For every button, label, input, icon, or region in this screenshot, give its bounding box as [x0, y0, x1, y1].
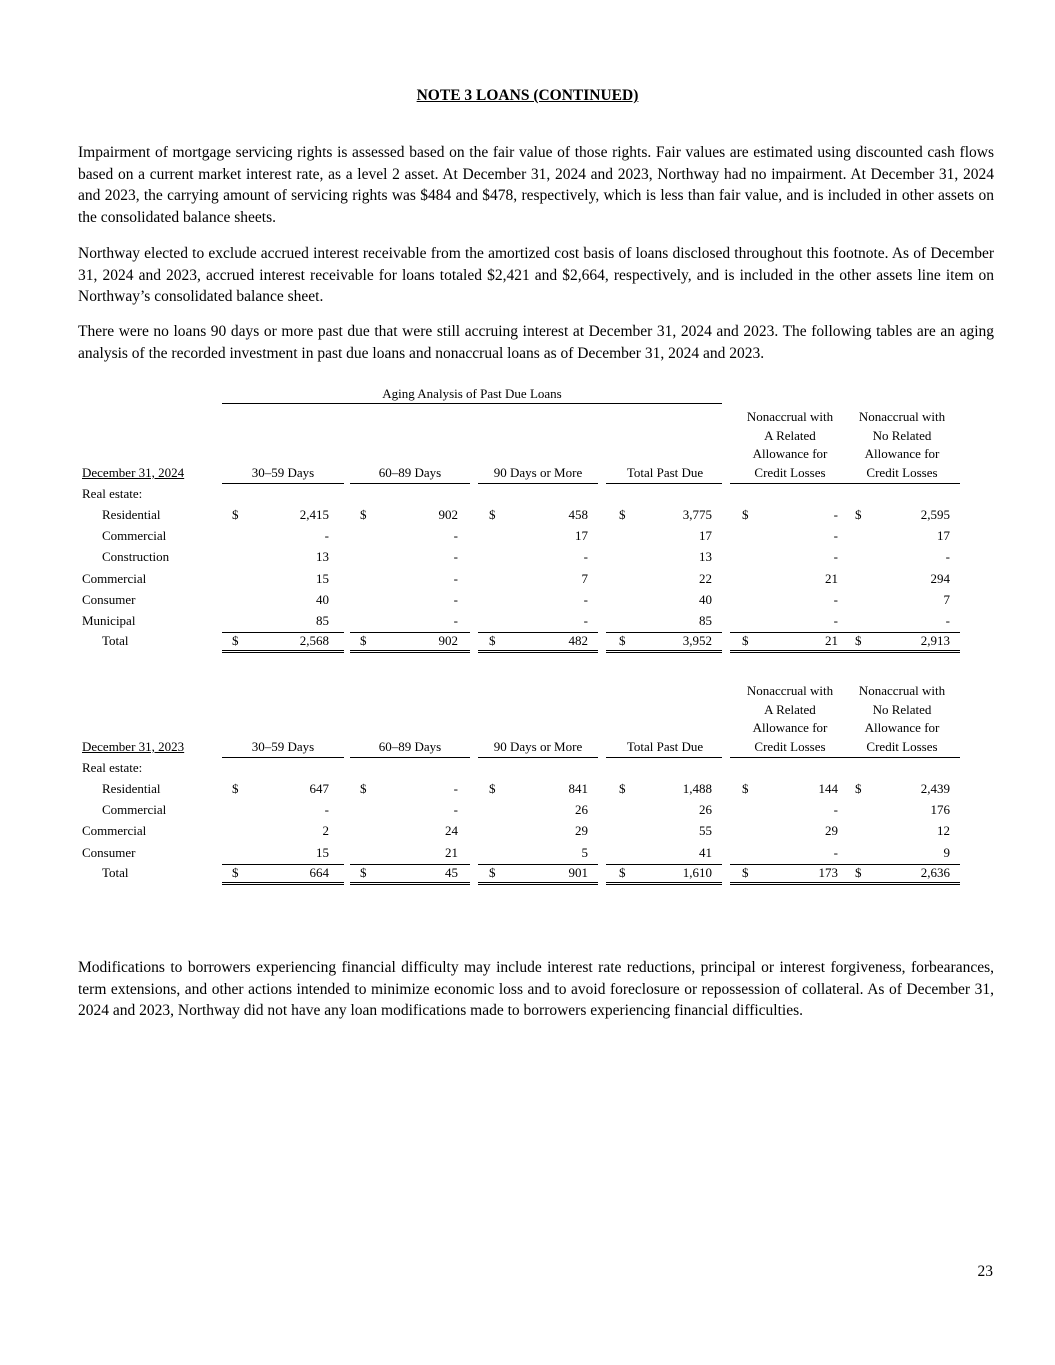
currency-symbol: $ — [619, 781, 626, 796]
currency-symbol: $ — [619, 507, 626, 522]
currency-symbol: $ — [742, 633, 749, 648]
table-cell: 13 — [316, 549, 329, 565]
total-label: Total — [102, 864, 129, 880]
total-cell: 3,952 — [682, 633, 712, 648]
currency-symbol: $ — [855, 781, 862, 796]
table-cell: 7 — [581, 570, 588, 586]
table-cell: - — [324, 528, 329, 544]
table-cell: - — [833, 802, 838, 818]
currency-symbol: $ — [360, 781, 367, 796]
col-30-59-header: 30–59 Days — [251, 465, 315, 480]
currency-symbol: $ — [232, 507, 239, 522]
table-cell: 29 — [825, 823, 838, 839]
total-double-rule — [730, 650, 846, 653]
section-real-estate-2023: Real estate: — [82, 760, 143, 775]
table-cell: 15 — [316, 844, 329, 860]
row-label: Commercial — [82, 570, 147, 586]
total-double-rule — [478, 650, 598, 653]
currency-symbol: $ — [489, 781, 496, 796]
table-cell: 5 — [581, 844, 588, 860]
table-cell: 17 — [575, 528, 588, 544]
currency-symbol: $ — [619, 633, 626, 648]
table-cell: 2,595 — [920, 507, 950, 522]
table-date-2023: December 31, 2023 — [82, 739, 185, 754]
table-cell: 902 — [438, 507, 458, 522]
table-cell: - — [833, 507, 838, 522]
table-cell: 12 — [937, 823, 950, 839]
row-label: Consumer — [82, 591, 136, 607]
aging-table-title: Aging Analysis of Past Due Loans — [382, 386, 562, 401]
currency-symbol: $ — [742, 507, 749, 522]
table-cell: 17 — [937, 528, 950, 544]
total-double-rule — [730, 882, 846, 885]
table-cell: 458 — [568, 507, 588, 522]
table-cell: 294 — [930, 570, 950, 586]
total-cell: 173 — [818, 864, 838, 880]
table-cell: 22 — [699, 570, 712, 586]
currency-symbol: $ — [489, 864, 496, 880]
table-cell: - — [453, 549, 458, 565]
table-cell: - — [945, 549, 950, 565]
table-cell: 7 — [943, 591, 950, 607]
table-cell: 85 — [316, 613, 329, 628]
table-cell: - — [833, 591, 838, 607]
table-cell: 41 — [699, 844, 712, 860]
paragraph-aging-intro: There were no loans 90 days or more past due that were still accruing interest at December 31, 2024 and 2023. The following tables are an aging analysis of the recorded investment in past due loans and nonaccrual loans as of December 31, 2024 and 2023. — [78, 323, 994, 362]
col-total-past-due-header: Total Past Due — [626, 465, 704, 480]
table-cell: - — [453, 591, 458, 607]
table-cell: 2,415 — [299, 507, 329, 522]
currency-symbol: $ — [489, 633, 496, 648]
table-cell: - — [833, 844, 838, 860]
page-number: 23 — [977, 1263, 993, 1280]
col-60-89-header-2023: 60–89 Days — [378, 739, 442, 754]
total-double-rule — [606, 882, 722, 885]
table-cell: 2,439 — [920, 781, 950, 796]
col-total-past-due-header-2023: Total Past Due — [626, 739, 704, 754]
col-90-plus-header-2023: 90 Days or More — [493, 739, 583, 754]
row-label: Residential — [102, 507, 161, 522]
table-cell: 26 — [575, 802, 588, 818]
table-cell: 15 — [316, 570, 329, 586]
col-90-plus-header: 90 Days or More — [493, 465, 583, 480]
total-double-rule — [222, 650, 344, 653]
table-cell: - — [453, 528, 458, 544]
total-double-rule — [478, 882, 598, 885]
total-cell: 45 — [445, 864, 458, 880]
table-cell: 55 — [699, 823, 712, 839]
currency-symbol: $ — [232, 864, 239, 880]
table-cell: 841 — [568, 781, 588, 796]
table-cell: - — [833, 528, 838, 544]
row-label: Consumer — [82, 844, 136, 860]
currency-symbol: $ — [232, 633, 239, 648]
paragraph-modifications: Modifications to borrowers experiencing financial difficulty may include interest rate reductions, principal or interest forgiveness, forbearances, term extensions, and other actions intended to minimize economic loss and to avoid foreclosure or repossession of collateral. As of December 31, 2024 and 2023, Northway did not have any loan modifications made to borrowers experiencing financial difficulties. — [78, 959, 994, 1019]
currency-symbol: $ — [619, 864, 626, 880]
currency-symbol: $ — [360, 633, 367, 648]
table-cell: - — [945, 613, 950, 628]
col-60-89-header: 60–89 Days — [378, 465, 442, 480]
col-nonaccrual-no-related-header-2023: Nonaccrual with No Related Allowance for Credit Losses — [858, 683, 946, 754]
section-real-estate: Real estate: — [82, 486, 143, 501]
table-cell: 9 — [943, 844, 950, 860]
table-date-2024: December 31, 2024 — [82, 465, 185, 480]
total-cell: 901 — [568, 864, 588, 880]
table-cell: 26 — [699, 802, 712, 818]
total-double-rule — [350, 882, 470, 885]
total-double-rule — [222, 882, 344, 885]
total-cell: 1,610 — [682, 864, 712, 880]
col-nonaccrual-related-header: Nonaccrual with A Related Allowance for Credit Losses — [746, 409, 834, 480]
table-cell: 85 — [699, 613, 712, 628]
note-heading: NOTE 3 LOANS (CONTINUED) — [416, 87, 639, 104]
table-cell: 2 — [322, 823, 329, 839]
table-cell: 144 — [818, 781, 838, 796]
currency-symbol: $ — [742, 864, 749, 880]
table-cell: - — [453, 570, 458, 586]
table-cell: - — [453, 781, 458, 796]
table-cell: 21 — [445, 844, 458, 860]
row-label: Construction — [102, 549, 170, 565]
row-label: Residential — [102, 781, 161, 796]
row-label: Municipal — [82, 613, 136, 628]
currency-symbol: $ — [360, 507, 367, 522]
table-cell: - — [324, 802, 329, 818]
currency-symbol: $ — [742, 781, 749, 796]
table-cell: 647 — [309, 781, 329, 796]
table-cell: 29 — [575, 823, 588, 839]
table-cell: - — [453, 613, 458, 628]
total-double-rule — [842, 650, 960, 653]
table-cell: - — [583, 613, 588, 628]
table-cell: - — [453, 802, 458, 818]
table-cell: - — [833, 549, 838, 565]
table-cell: 176 — [930, 802, 950, 818]
col-nonaccrual-related-header-2023: Nonaccrual with A Related Allowance for Credit Losses — [746, 683, 834, 754]
currency-symbol: $ — [360, 864, 367, 880]
table-cell: - — [583, 591, 588, 607]
table-cell: - — [833, 613, 838, 628]
table-cell: - — [583, 549, 588, 565]
paragraph-accrued-interest: Northway elected to exclude accrued interest receivable from the amortized cost basis of loans disclosed throughout this footnote. As of December 31, 2024 and 2023, accrued interest receivable for loans totaled $2,421 and $2,664, respectively, and is included in the other assets line item on Northway’s consolidated balance sheet. — [78, 245, 994, 305]
total-cell: 664 — [309, 864, 329, 880]
total-cell: 2,636 — [920, 864, 950, 880]
table-cell: 13 — [699, 549, 712, 565]
total-cell: 482 — [568, 633, 588, 648]
currency-symbol: $ — [855, 507, 862, 522]
row-label: Commercial — [102, 802, 167, 818]
table-cell: 17 — [699, 528, 712, 544]
total-cell: 902 — [438, 633, 458, 648]
table-cell: 21 — [825, 570, 838, 586]
row-label: Commercial — [102, 528, 167, 544]
currency-symbol: $ — [855, 864, 862, 880]
currency-symbol: $ — [232, 781, 239, 796]
table-cell: 24 — [445, 823, 458, 839]
currency-symbol: $ — [489, 507, 496, 522]
total-cell: 2,568 — [299, 633, 329, 648]
table-cell: 1,488 — [682, 781, 712, 796]
total-double-rule — [606, 650, 722, 653]
table-cell: 40 — [316, 591, 329, 607]
table-cell: 3,775 — [682, 507, 712, 522]
total-cell: 21 — [825, 633, 838, 648]
currency-symbol: $ — [855, 633, 862, 648]
total-cell: 2,913 — [920, 633, 950, 648]
table-cell: 40 — [699, 591, 712, 607]
paragraph-servicing-rights: Impairment of mortgage servicing rights is assessed based on the fair value of those rights. Fair values are estimated using discounted cash flows based on a current market interest rate, as a level 2 asset. At December 31, 2024 and 2023, Northway had no impairment. At December 31, 2024 and 2023, the carrying amount of servicing rights was $484 and $478, respectively, which is less than fair value, and is included in other assets on the consolidated balance sheets. — [78, 144, 994, 226]
total-double-rule — [842, 882, 960, 885]
total-label: Total — [102, 633, 129, 648]
total-double-rule — [350, 650, 470, 653]
row-label: Commercial — [82, 823, 147, 839]
col-30-59-header-2023: 30–59 Days — [251, 739, 315, 754]
col-nonaccrual-no-related-header: Nonaccrual with No Related Allowance for Credit Losses — [858, 409, 946, 480]
